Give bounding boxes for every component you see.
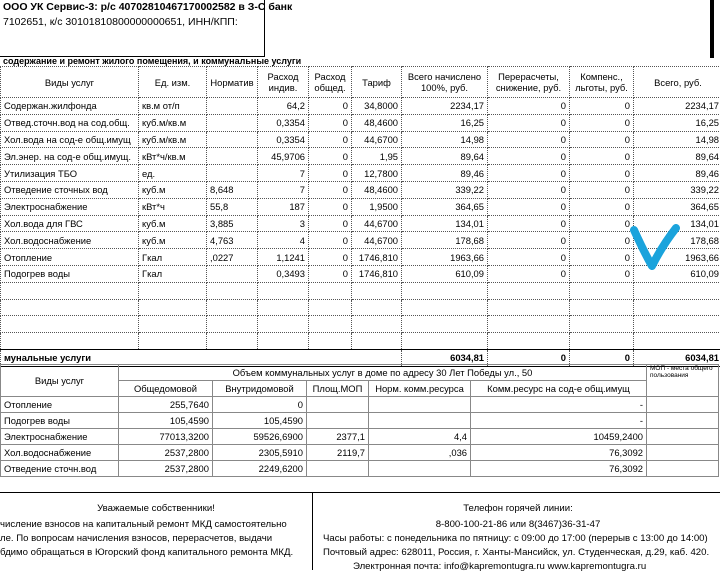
- table-cell: 0,3354: [258, 114, 309, 131]
- empty-cell: [634, 299, 720, 316]
- table-cell: 0: [309, 215, 352, 232]
- table-cell: 0: [570, 265, 634, 282]
- table-cell: [207, 114, 258, 131]
- empty-cell: [570, 299, 634, 316]
- table-cell: 0: [570, 131, 634, 148]
- table-cell: 0: [309, 114, 352, 131]
- table-cell: кВт*ч: [139, 198, 207, 215]
- table-cell: 0: [488, 215, 570, 232]
- table-cell: 89,46: [634, 165, 720, 182]
- table-cell: 0: [488, 114, 570, 131]
- table-cell: Отопление: [1, 397, 119, 413]
- table-cell: куб.м/кв.м: [139, 131, 207, 148]
- table-cell: 4,4: [369, 429, 471, 445]
- table-cell: [207, 131, 258, 148]
- table-cell: 2234,17: [634, 98, 720, 115]
- table-cell: 0: [488, 249, 570, 266]
- services-col-6: Всего начислено 100%, руб.: [402, 67, 488, 98]
- table-cell: 0: [570, 114, 634, 131]
- table-cell: 48,4600: [352, 114, 402, 131]
- table-row: [1, 445, 719, 461]
- notice-line-2: ле. По вопросам начисления взносов, перерасчетов, выдачи: [0, 532, 312, 546]
- table-cell: 44,6700: [352, 131, 402, 148]
- empty-cell: [1, 282, 139, 299]
- table-cell: Хол.вода на сод-е общ.имущ: [1, 131, 139, 148]
- table-cell: 14,98: [634, 131, 720, 148]
- table-row: [1, 265, 720, 282]
- payee-line-2: 7102651, к/с 30101810800000000651, ИНН/КПП:: [0, 15, 264, 30]
- table-cell: 0: [488, 232, 570, 249]
- table-cell: [369, 461, 471, 477]
- table-row: [1, 98, 720, 115]
- total-sum: 6034,81: [402, 349, 488, 366]
- empty-cell: [139, 282, 207, 299]
- volume-col-0: Общедомовой: [119, 381, 213, 397]
- table-cell: 0: [570, 181, 634, 198]
- table-cell: 178,68: [402, 232, 488, 249]
- table-cell: 59526,6900: [213, 429, 307, 445]
- table-row: [1, 165, 720, 182]
- table-cell: [307, 461, 369, 477]
- table-cell: [207, 265, 258, 282]
- table-cell: 0: [570, 148, 634, 165]
- table-cell: 1,95: [352, 148, 402, 165]
- empty-row: [1, 316, 720, 333]
- table-cell: 2119,7: [307, 445, 369, 461]
- empty-cell: [207, 299, 258, 316]
- table-cell: 89,64: [402, 148, 488, 165]
- table-cell: 34,8000: [352, 98, 402, 115]
- table-cell: куб.м: [139, 232, 207, 249]
- table-cell: 0: [309, 98, 352, 115]
- table-cell: 0: [309, 181, 352, 198]
- services-table: [0, 66, 720, 367]
- empty-cell: [488, 333, 570, 350]
- notice-line-3: бдимо обращаться в Югорский фонд капитального ремонта МКД.: [0, 546, 312, 560]
- services-table-header: [1, 67, 720, 98]
- empty-cell: [1, 299, 139, 316]
- empty-cell: [309, 333, 352, 350]
- empty-cell: [207, 333, 258, 350]
- empty-cell: [634, 282, 720, 299]
- table-cell: 1746,810: [352, 265, 402, 282]
- table-cell: 0: [488, 148, 570, 165]
- table-cell: 0: [309, 165, 352, 182]
- empty-cell: [207, 316, 258, 333]
- empty-cell: [207, 282, 258, 299]
- table-cell: 255,7640: [119, 397, 213, 413]
- table-cell: -: [471, 413, 647, 429]
- hotline-title: Телефон горячей линии:: [313, 502, 720, 516]
- hotline-email: Электронная почта: info@kapremontugra.ru www.kapremontugra.ru: [313, 560, 720, 574]
- table-cell: 4,763: [207, 232, 258, 249]
- table-cell: ,0227: [207, 249, 258, 266]
- table-cell: 178,68: [634, 232, 720, 249]
- table-cell: 0: [488, 98, 570, 115]
- table-cell: Отвед.сточн.вод на сод.общ.: [1, 114, 139, 131]
- table-cell: Отведение сточных вод: [1, 181, 139, 198]
- table-cell: 77013,3200: [119, 429, 213, 445]
- services-col-3: Расход индив.: [258, 67, 309, 98]
- table-cell: 0: [570, 198, 634, 215]
- table-cell: куб.м: [139, 181, 207, 198]
- empty-cell: [488, 282, 570, 299]
- total-comp: 0: [570, 349, 634, 366]
- table-cell: 0: [570, 232, 634, 249]
- empty-cell: [570, 282, 634, 299]
- table-cell: 0: [309, 249, 352, 266]
- table-cell: [369, 397, 471, 413]
- services-col-9: Всего, руб.: [634, 67, 720, 98]
- notice-title: Уважаемые собственники!: [0, 502, 312, 516]
- table-cell: 16,25: [402, 114, 488, 131]
- table-cell: 339,22: [402, 181, 488, 198]
- table-row: [1, 114, 720, 131]
- table-cell: ед.: [139, 165, 207, 182]
- table-cell: 76,3092: [471, 445, 647, 461]
- table-cell: [647, 413, 719, 429]
- empty-cell: [258, 316, 309, 333]
- table-cell: 610,09: [634, 265, 720, 282]
- table-cell: [207, 165, 258, 182]
- empty-cell: [352, 282, 402, 299]
- table-cell: 0: [488, 265, 570, 282]
- table-cell: 8,648: [207, 181, 258, 198]
- table-cell: куб.м/кв.м: [139, 114, 207, 131]
- empty-cell: [352, 333, 402, 350]
- empty-cell: [352, 299, 402, 316]
- table-cell: 0: [309, 131, 352, 148]
- empty-cell: [570, 316, 634, 333]
- table-row: [1, 215, 720, 232]
- table-cell: 0: [570, 98, 634, 115]
- empty-row: [1, 282, 720, 299]
- table-cell: 3: [258, 215, 309, 232]
- table-cell: 2537,2800: [119, 461, 213, 477]
- hotline-hours: Часы работы: с понедельника по пятницу: с 09:00 до 17:00 (перерыв с 13:00 до 14:00): [313, 532, 720, 546]
- payee-line-1: ООО УК Сервис-3: р/с 40702810467170002582 в З-С банк: [0, 0, 264, 15]
- table-cell: Подогрев воды: [1, 265, 139, 282]
- table-cell: 48,4600: [352, 181, 402, 198]
- volume-col-3: Норм. комм.ресурса: [369, 381, 471, 397]
- table-cell: 134,01: [634, 215, 720, 232]
- table-cell: [369, 413, 471, 429]
- volume-table-title: Объем коммунальных услуг в доме по адресу 30 Лет Победы ул., 50: [119, 365, 647, 381]
- hotline-phones: 8-800-100-21-86 или 8(3467)36-31-47: [313, 518, 720, 532]
- table-cell: 1,9500: [352, 198, 402, 215]
- empty-cell: [1, 333, 139, 350]
- table-cell: 0: [488, 131, 570, 148]
- table-cell: 610,09: [402, 265, 488, 282]
- services-col-8: Компенс., льготы, руб.: [570, 67, 634, 98]
- table-cell: [647, 429, 719, 445]
- table-cell: -: [471, 397, 647, 413]
- empty-cell: [570, 333, 634, 350]
- empty-cell: [258, 299, 309, 316]
- services-col-7: Перерасчеты, снижение, руб.: [488, 67, 570, 98]
- table-cell: 0: [488, 165, 570, 182]
- table-row: [1, 413, 719, 429]
- table-cell: 2377,1: [307, 429, 369, 445]
- services-col-1: Ед. изм.: [139, 67, 207, 98]
- table-cell: Отопление: [1, 249, 139, 266]
- table-cell: 105,4590: [119, 413, 213, 429]
- table-cell: 0: [213, 397, 307, 413]
- empty-cell: [634, 316, 720, 333]
- total-recalc: 0: [488, 349, 570, 366]
- table-cell: 0: [309, 232, 352, 249]
- table-cell: 1,1241: [258, 249, 309, 266]
- table-cell: 3,885: [207, 215, 258, 232]
- table-cell: Хол.вода для ГВС: [1, 215, 139, 232]
- empty-cell: [258, 333, 309, 350]
- table-cell: кв.м от/п: [139, 98, 207, 115]
- empty-cell: [309, 282, 352, 299]
- table-cell: [207, 148, 258, 165]
- table-cell: 364,65: [402, 198, 488, 215]
- table-cell: 2234,17: [402, 98, 488, 115]
- empty-row: [1, 299, 720, 316]
- table-cell: 2249,6200: [213, 461, 307, 477]
- table-cell: 0: [570, 165, 634, 182]
- empty-cell: [402, 282, 488, 299]
- services-col-2: Норматив: [207, 67, 258, 98]
- table-cell: [647, 397, 719, 413]
- empty-cell: [258, 282, 309, 299]
- table-cell: [647, 445, 719, 461]
- table-cell: 55,8: [207, 198, 258, 215]
- total-label: мунальные услуги: [1, 349, 402, 366]
- table-cell: 16,25: [634, 114, 720, 131]
- table-cell: 45,9706: [258, 148, 309, 165]
- table-cell: 2305,5910: [213, 445, 307, 461]
- table-row: [1, 148, 720, 165]
- table-row: [1, 198, 720, 215]
- volume-col-2: Площ.МОП: [307, 381, 369, 397]
- table-cell: 187: [258, 198, 309, 215]
- empty-cell: [139, 299, 207, 316]
- table-cell: [307, 397, 369, 413]
- volume-col-service: Виды услуг: [1, 365, 119, 397]
- table-row: [1, 249, 720, 266]
- table-cell: 0: [488, 198, 570, 215]
- volume-col-1: Внутридомовой: [213, 381, 307, 397]
- table-cell: Подогрев воды: [1, 413, 119, 429]
- table-cell: Электроснабжение: [1, 198, 139, 215]
- table-cell: [307, 413, 369, 429]
- section-title: содержание и ремонт жилого помещения, и коммунальные услуги: [3, 56, 301, 66]
- table-cell: Хол.водоснабжение: [1, 232, 139, 249]
- table-cell: Хол.водоснабжение: [1, 445, 119, 461]
- table-cell: 14,98: [402, 131, 488, 148]
- table-cell: 10459,2400: [471, 429, 647, 445]
- table-cell: 0,3354: [258, 131, 309, 148]
- table-cell: Отведение сточн.вод: [1, 461, 119, 477]
- table-cell: 339,22: [634, 181, 720, 198]
- services-col-0: Виды услуг: [1, 67, 139, 98]
- notice-line-1: числение взносов на капитальный ремонт МКД самостоятельно: [0, 518, 312, 532]
- table-cell: Утилизация ТБО: [1, 165, 139, 182]
- table-cell: 44,6700: [352, 215, 402, 232]
- table-cell: 7: [258, 181, 309, 198]
- table-cell: кВт*ч/кв.м: [139, 148, 207, 165]
- empty-cell: [309, 299, 352, 316]
- empty-cell: [309, 316, 352, 333]
- services-col-4: Расход общед.: [309, 67, 352, 98]
- services-col-5: Тариф: [352, 67, 402, 98]
- empty-cell: [402, 333, 488, 350]
- empty-cell: [634, 333, 720, 350]
- empty-row: [1, 333, 720, 350]
- table-row: [1, 232, 720, 249]
- table-cell: 0,3493: [258, 265, 309, 282]
- table-cell: [207, 98, 258, 115]
- empty-cell: [402, 316, 488, 333]
- table-row: [1, 397, 719, 413]
- table-cell: 44,6700: [352, 232, 402, 249]
- empty-cell: [139, 316, 207, 333]
- table-row: [1, 429, 719, 445]
- table-cell: 12,7800: [352, 165, 402, 182]
- total-value: 6034,81: [634, 349, 720, 366]
- empty-cell: [352, 316, 402, 333]
- right-border-bar: [710, 0, 714, 58]
- table-cell: 2537,2800: [119, 445, 213, 461]
- table-cell: ,036: [369, 445, 471, 461]
- table-cell: 0: [309, 198, 352, 215]
- empty-cell: [1, 316, 139, 333]
- hotline-info: [313, 492, 720, 570]
- mop-note: МОП - места общего пользования: [647, 365, 719, 397]
- table-cell: 89,46: [402, 165, 488, 182]
- table-cell: [647, 461, 719, 477]
- table-cell: 7: [258, 165, 309, 182]
- empty-cell: [402, 299, 488, 316]
- payee-header: [0, 0, 265, 57]
- table-cell: 364,65: [634, 198, 720, 215]
- table-cell: 64,2: [258, 98, 309, 115]
- table-cell: Эл.энер. на сод-е общ.имущ.: [1, 148, 139, 165]
- table-cell: 1963,66: [634, 249, 720, 266]
- table-cell: 76,3092: [471, 461, 647, 477]
- table-cell: 1746,810: [352, 249, 402, 266]
- table-cell: куб.м: [139, 215, 207, 232]
- table-row: [1, 181, 720, 198]
- table-cell: 134,01: [402, 215, 488, 232]
- table-cell: Гкал: [139, 265, 207, 282]
- table-cell: 0: [570, 215, 634, 232]
- volume-table: [0, 364, 719, 477]
- table-row: [1, 131, 720, 148]
- table-row: [1, 461, 719, 477]
- empty-cell: [139, 333, 207, 350]
- table-cell: Содержан.жилфонда: [1, 98, 139, 115]
- table-cell: 89,64: [634, 148, 720, 165]
- empty-cell: [488, 316, 570, 333]
- table-cell: 1963,66: [402, 249, 488, 266]
- table-cell: 0: [488, 181, 570, 198]
- table-cell: 0: [570, 249, 634, 266]
- hotline-address: Почтовый адрес: 628011, Россия, г. Ханты-Мансийск, ул. Студенческая, д.29, каб. 420.: [313, 546, 720, 560]
- empty-cell: [488, 299, 570, 316]
- table-cell: 0: [309, 148, 352, 165]
- table-cell: Электроснабжение: [1, 429, 119, 445]
- volume-col-4: Комм.ресурс на сод-е общ.имущ: [471, 381, 647, 397]
- table-cell: 4: [258, 232, 309, 249]
- table-cell: 0: [309, 265, 352, 282]
- notice-owners: [0, 492, 313, 570]
- table-cell: 105,4590: [213, 413, 307, 429]
- table-cell: Гкал: [139, 249, 207, 266]
- checkmark-icon: [628, 224, 680, 274]
